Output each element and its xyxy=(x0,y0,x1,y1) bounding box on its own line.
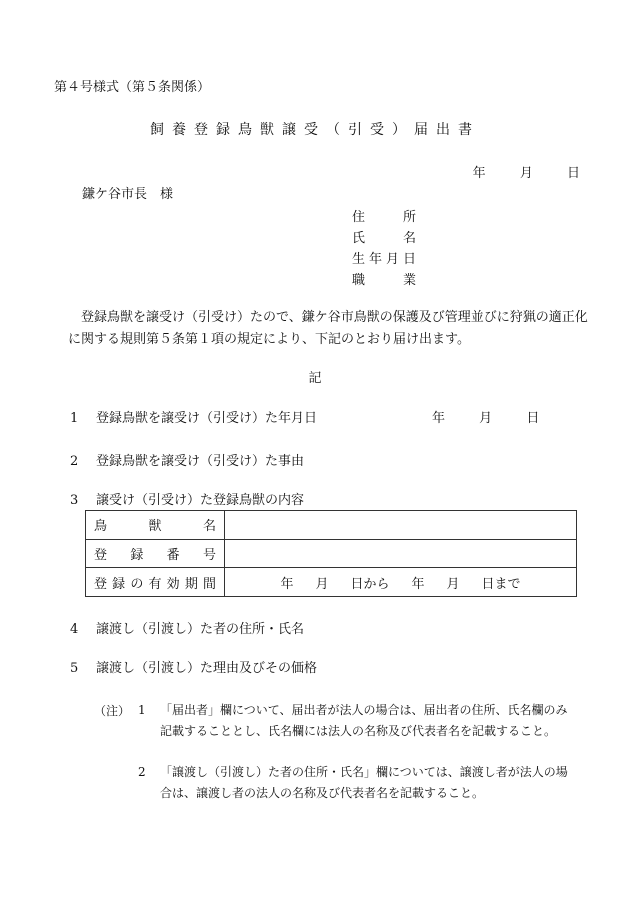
table-row xyxy=(86,539,577,568)
note-text: 「譲渡し（引渡し）た者の住所・氏名」欄については、譲渡し者が法人の場合は、譲渡し者の法人の名称及び代表者名を記載すること。 xyxy=(160,765,568,800)
item-text: 譲渡し（引渡し）た理由及びその価格 xyxy=(96,661,318,676)
applicant-occupation-label: 職業 xyxy=(352,273,416,288)
validity-to-month: 月 xyxy=(446,576,460,592)
applicant-birthdate-label: 生年月日 xyxy=(352,252,416,267)
applicant-address-label: 住所 xyxy=(352,210,416,225)
table-label-bird-name: 鳥獣名 xyxy=(86,511,225,540)
validity-period-field[interactable] xyxy=(225,568,577,597)
notes-label: （注） xyxy=(94,704,131,718)
body-text: 登録鳥獣を譲受け（引受け）たので、鎌ケ谷市鳥獣の保護及び管理並びに狩猟の適正化に関する規則第５条第１項の規定により、下記のとおり届け出ます。 xyxy=(68,310,588,347)
validity-from-year: 年 xyxy=(280,576,294,592)
bird-name-field[interactable] xyxy=(225,511,577,540)
item-2 xyxy=(70,455,304,468)
note-1 xyxy=(138,700,570,742)
date-year-label: 年 xyxy=(472,166,486,181)
note-text: 「届出者」欄について、届出者が法人の場合は、届出者の住所、氏名欄のみ記載することとし、氏名欄には法人の名称及び代表者名を記載すること。 xyxy=(160,703,568,738)
item-text: 登録鳥獣を譲受け（引受け）た事由 xyxy=(96,454,305,469)
item1-month-label: 月 xyxy=(479,411,493,426)
item-number: 5 xyxy=(70,661,79,676)
note-number: 2 xyxy=(138,765,146,779)
item1-date xyxy=(432,412,569,425)
item-text: 譲受け（引受け）た登録鳥獣の内容 xyxy=(96,493,305,508)
validity-from-month: 月 xyxy=(315,576,329,592)
document-title: 飼養登録鳥獣譲受（引受）届出書 xyxy=(150,122,480,138)
submission-date xyxy=(443,167,580,180)
bird-content-table xyxy=(85,510,577,597)
item-number: 1 xyxy=(70,411,79,426)
item-1 xyxy=(70,411,540,426)
item-text: 登録鳥獣を譲受け（引受け）た年月日 xyxy=(96,411,318,426)
applicant-name-label: 氏名 xyxy=(352,231,416,246)
validity-to-year: 年 xyxy=(411,576,425,592)
item-number: 2 xyxy=(70,454,79,469)
table-row xyxy=(86,568,577,597)
item-4 xyxy=(70,623,304,636)
item-number: 3 xyxy=(70,493,79,508)
registration-number-field[interactable] xyxy=(225,539,577,568)
item-text: 譲渡し（引渡し）た者の住所・氏名 xyxy=(96,622,305,637)
item-5 xyxy=(70,662,317,675)
applicant-fields xyxy=(352,207,416,291)
date-day-label: 日 xyxy=(566,166,580,181)
validity-to-day: 日まで xyxy=(481,576,521,592)
item-number: 4 xyxy=(70,622,79,637)
addressee: 鎌ケ谷市長 様 xyxy=(82,187,174,202)
table-row xyxy=(86,511,577,540)
item1-year-label: 年 xyxy=(432,411,446,426)
date-month-label: 月 xyxy=(519,166,533,181)
form-number: 第４号様式（第５条関係） xyxy=(54,80,211,95)
validity-from-day: 日から xyxy=(350,576,390,592)
item-3 xyxy=(70,494,304,507)
note-2 xyxy=(138,762,570,804)
item1-day-label: 日 xyxy=(526,411,540,426)
table-label-registration-number: 登録番号 xyxy=(86,539,225,568)
ki-heading: 記 xyxy=(308,371,322,386)
note-number: 1 xyxy=(138,703,146,717)
table-label-validity-period: 登録の有効期間 xyxy=(86,568,225,597)
